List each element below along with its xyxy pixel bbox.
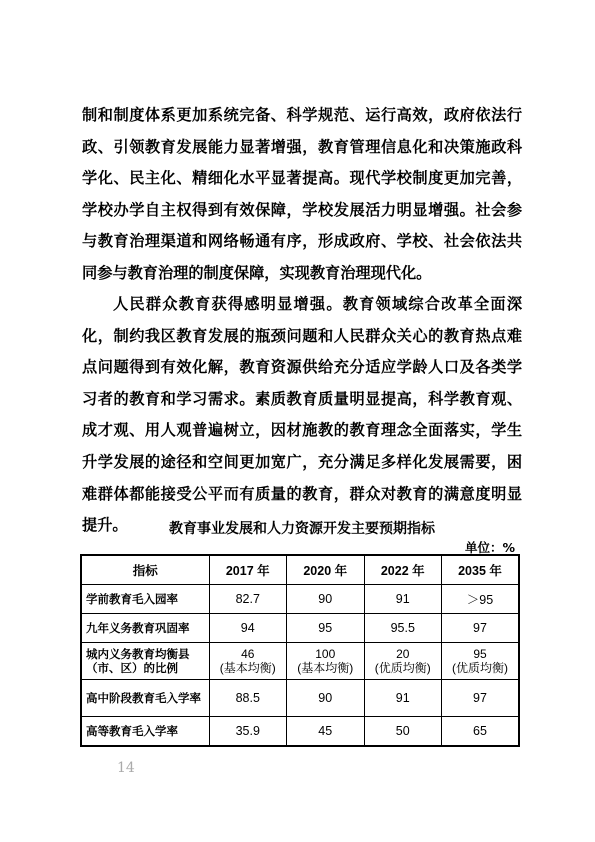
cell-2035: 65 <box>442 717 520 747</box>
cell-note: (优质均衡) <box>374 661 431 675</box>
row-label: 高等教育毛入学率 <box>81 717 209 747</box>
cell-2020: 95 <box>287 614 365 643</box>
indicators-table <box>80 554 520 747</box>
cell-2035 <box>442 643 520 680</box>
cell-note: (优质均衡) <box>452 661 508 675</box>
cell-2017: 82.7 <box>209 585 287 614</box>
table-row <box>81 717 519 747</box>
table-row <box>81 680 519 717</box>
row-label: 九年义务教育巩固率 <box>81 614 209 643</box>
cell-2022: 95.5 <box>364 614 442 643</box>
cell-2020: 45 <box>287 717 365 747</box>
table-row <box>81 643 519 680</box>
row-label: 高中阶段教育毛入学率 <box>81 680 209 717</box>
body-paragraph-1: 制和制度体系更加系统完备、科学规范、运行高效，政府依法行政、引领教育发展能力显著增强，教育管理信息化和决策施政科学化、民主化、精细化水平显著提高。现代学校制度更加完善，学校办学自主权得到有效保障，学校发展活力明显增强。社会参与教育治理渠道和网络畅通有序，形成政府、学校、社会依法共同参与教育治理的制度保障，实现教育治理现代化。 <box>82 106 522 282</box>
cell-2017: 35.9 <box>209 717 287 747</box>
cell-2022: 91 <box>364 680 442 717</box>
cell-value: 20 <box>396 647 410 661</box>
header-2035: 2035 年 <box>442 555 520 585</box>
cell-2022: 50 <box>364 717 442 747</box>
cell-2020: 90 <box>287 680 365 717</box>
row-label: 学前教育毛入园率 <box>81 585 209 614</box>
header-indicator: 指标 <box>81 555 209 585</box>
cell-value: 100 <box>315 647 336 661</box>
header-2017: 2017 年 <box>209 555 287 585</box>
cell-2020: 90 <box>287 585 365 614</box>
header-2020: 2020 年 <box>287 555 365 585</box>
cell-2022 <box>364 643 442 680</box>
cell-2035: 97 <box>442 680 520 717</box>
cell-2017 <box>209 643 287 680</box>
table-unit: 单位：% <box>464 540 515 555</box>
table-row <box>81 585 519 614</box>
cell-2020 <box>287 643 365 680</box>
cell-2035: 97 <box>442 614 520 643</box>
cell-value: 46 <box>241 647 255 661</box>
header-2022: 2022 年 <box>364 555 442 585</box>
cell-2022: 91 <box>364 585 442 614</box>
table-header-row <box>81 555 519 585</box>
page-number: 14 <box>117 760 135 776</box>
row-label: 城内义务教育均衡县（市、区）的比例 <box>81 643 209 680</box>
cell-value: 95 <box>473 647 487 661</box>
cell-note: (基本均衡) <box>219 661 276 675</box>
cell-2035: ＞95 <box>442 585 520 614</box>
table-row <box>81 614 519 643</box>
table-caption: 教育事业发展和人力资源开发主要预期指标 <box>169 521 435 537</box>
cell-2017: 88.5 <box>209 680 287 717</box>
cell-2017: 94 <box>209 614 287 643</box>
cell-note: (基本均衡) <box>297 661 354 675</box>
body-paragraph-2: 人民群众教育获得感明显增强。教育领域综合改革全面深化，制约我区教育发展的瓶颈问题和人民群众关心的教育热点难点问题得到有效化解，教育资源供给充分适应学龄人口及各类学习者的教育和学习需求。素质教育质量明显提高，科学教育观、成才观、用人观普遍树立，因材施教的教育理念全面落实，学生升学发展的途径和空间更加宽广，充分满足多样化发展需要，困难群体都能接受公平而有质量的教育，群众对教育的满意度明显提升。 <box>82 295 522 535</box>
